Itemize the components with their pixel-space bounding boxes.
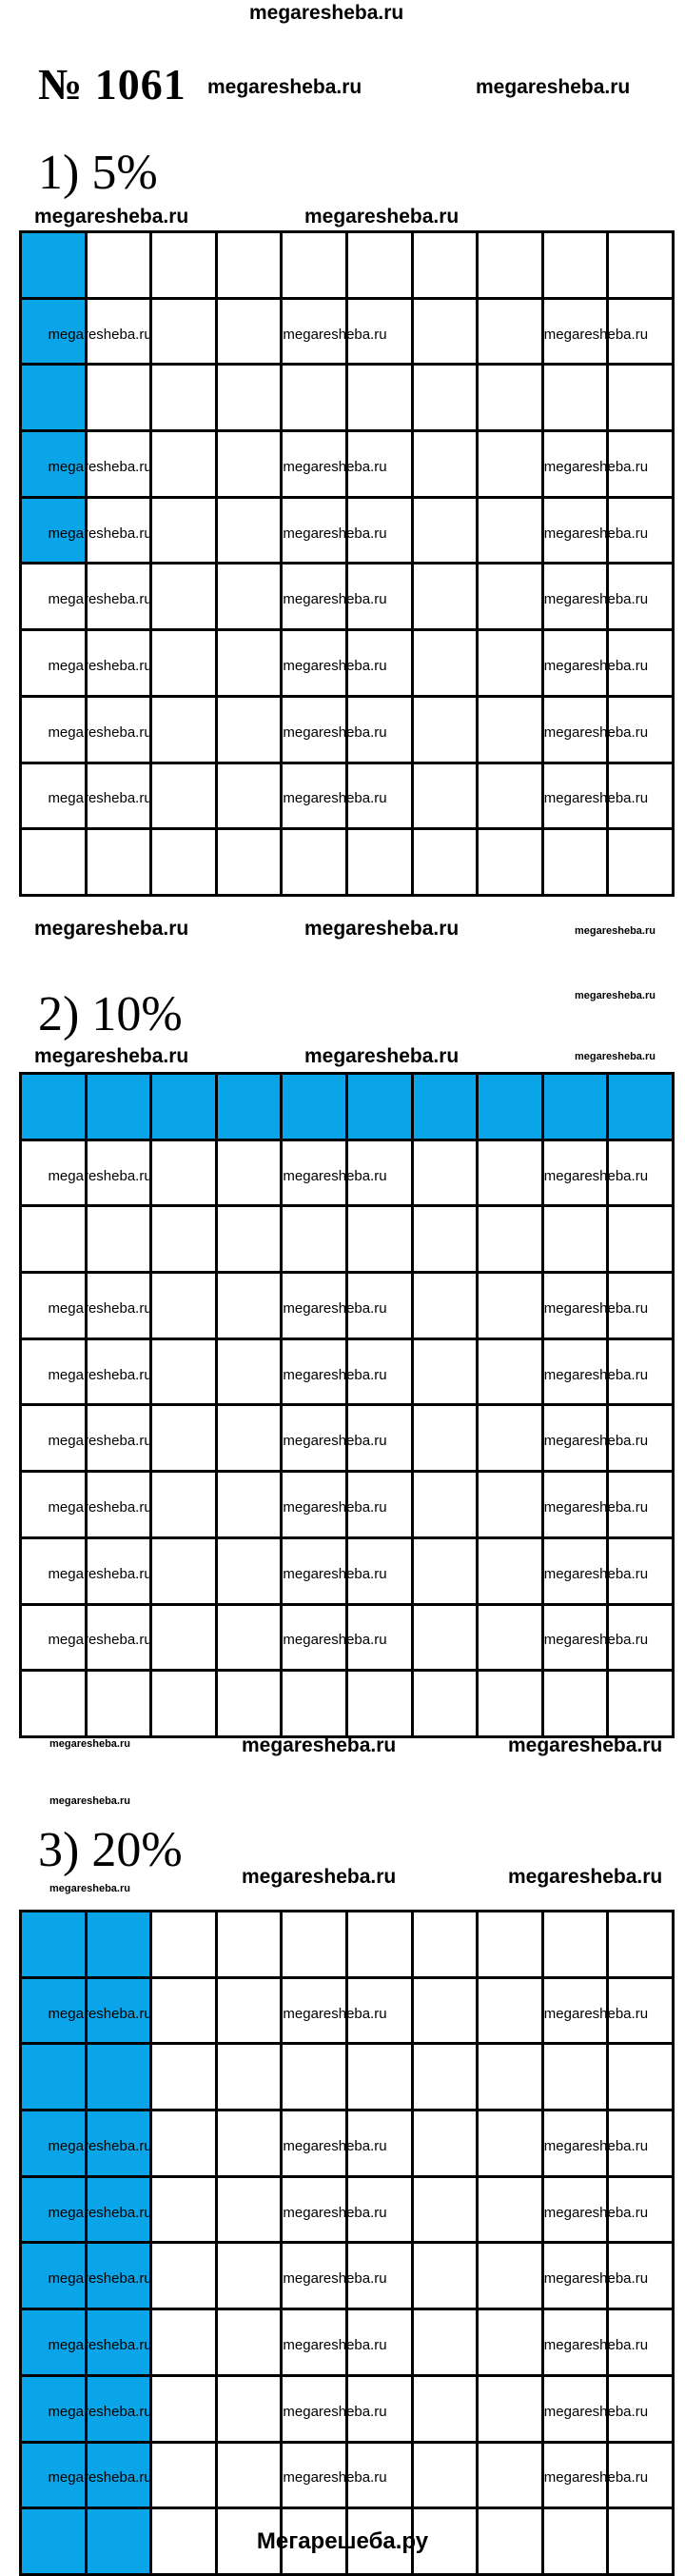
grid-cell bbox=[152, 2444, 218, 2510]
shaded-cell bbox=[88, 2045, 153, 2111]
grid-cell bbox=[348, 2045, 414, 2111]
watermark: megaresheba.ru bbox=[543, 790, 649, 807]
shaded-cell bbox=[414, 1075, 480, 1141]
grid-cell bbox=[479, 499, 544, 565]
grid-cell bbox=[218, 300, 284, 367]
grid-cell bbox=[479, 1340, 544, 1407]
grid-cell bbox=[152, 631, 218, 698]
watermark: megaresheba.ru bbox=[304, 206, 460, 228]
grid-cell bbox=[152, 2310, 218, 2377]
watermark: megaresheba.ru bbox=[283, 2403, 387, 2420]
grid-cell bbox=[283, 233, 348, 300]
watermark: megaresheba.ru bbox=[48, 2005, 152, 2022]
shaded-cell bbox=[152, 1075, 218, 1141]
grid-cell bbox=[348, 366, 414, 432]
grid-cell bbox=[218, 764, 284, 831]
grid-cell bbox=[152, 2244, 218, 2310]
grid-cell bbox=[544, 2045, 610, 2111]
grid-cell bbox=[218, 499, 284, 565]
grid-cell bbox=[218, 2444, 284, 2510]
grid-cell bbox=[414, 1207, 480, 1274]
grid-cell bbox=[218, 830, 284, 897]
shaded-cell bbox=[544, 1075, 610, 1141]
grid-cell bbox=[479, 1539, 544, 1606]
grid-cell bbox=[544, 1672, 610, 1738]
watermark: megaresheba.ru bbox=[575, 990, 656, 1001]
grid-cell bbox=[348, 1207, 414, 1274]
grid-cell bbox=[479, 1672, 544, 1738]
grid-cell bbox=[479, 300, 544, 367]
watermark: megaresheba.ru bbox=[283, 1433, 387, 1450]
watermark: megaresheba.ru bbox=[543, 658, 649, 675]
grid-cell bbox=[414, 1539, 480, 1606]
watermark: megaresheba.ru bbox=[304, 1045, 460, 1067]
watermark: megaresheba.ru bbox=[283, 2270, 387, 2288]
shaded-cell bbox=[88, 1912, 153, 1979]
grid-cell bbox=[414, 366, 480, 432]
watermark: megaresheba.ru bbox=[207, 76, 362, 98]
watermark: megaresheba.ru bbox=[575, 1051, 656, 1062]
watermark: megaresheba.ru bbox=[543, 1433, 649, 1450]
watermark: megaresheba.ru bbox=[48, 2403, 152, 2420]
watermark: megaresheba.ru bbox=[543, 591, 649, 608]
grid-cell bbox=[152, 764, 218, 831]
footer-site-name: Мегарешеба.ру bbox=[256, 2528, 429, 2554]
grid-cell bbox=[152, 432, 218, 499]
grid-cell bbox=[152, 1912, 218, 1979]
watermark: megaresheba.ru bbox=[48, 2270, 152, 2288]
watermark: megaresheba.ru bbox=[283, 458, 387, 475]
grid-cell bbox=[283, 2045, 348, 2111]
grid-cell bbox=[152, 830, 218, 897]
watermark: megaresheba.ru bbox=[48, 2469, 152, 2487]
watermark: megaresheba.ru bbox=[508, 1866, 663, 1888]
grid-cell bbox=[152, 1340, 218, 1407]
grid-cell bbox=[544, 830, 610, 897]
watermark: megaresheba.ru bbox=[48, 326, 152, 343]
grid-cell bbox=[544, 233, 610, 300]
watermark: megaresheba.ru bbox=[48, 458, 152, 475]
grid-cell bbox=[414, 830, 480, 897]
shaded-cell bbox=[22, 2045, 88, 2111]
grid-cell bbox=[414, 565, 480, 631]
grid-cell bbox=[152, 1207, 218, 1274]
watermark: megaresheba.ru bbox=[543, 723, 649, 741]
grid-cell bbox=[414, 2444, 480, 2510]
grid-cell bbox=[609, 2045, 675, 2111]
watermark: megaresheba.ru bbox=[48, 1433, 152, 1450]
grid-cell bbox=[152, 233, 218, 300]
shaded-cell bbox=[283, 1075, 348, 1141]
grid-cell bbox=[218, 1340, 284, 1407]
watermark: megaresheba.ru bbox=[48, 1499, 152, 1516]
watermark: megaresheba.ru bbox=[48, 1565, 152, 1582]
grid-cell bbox=[152, 1274, 218, 1340]
grid-cell bbox=[414, 2377, 480, 2444]
grid-cell bbox=[414, 1340, 480, 1407]
grid-cell bbox=[479, 1606, 544, 1673]
watermark: megaresheba.ru bbox=[283, 326, 387, 343]
grid-cell bbox=[414, 2178, 480, 2245]
grid-cell bbox=[22, 830, 88, 897]
watermark: megaresheba.ru bbox=[48, 2204, 152, 2221]
grid-cell bbox=[414, 764, 480, 831]
grid-cell bbox=[414, 233, 480, 300]
watermark: megaresheba.ru bbox=[242, 1734, 397, 1756]
watermark: megaresheba.ru bbox=[508, 1734, 663, 1756]
grid-cell bbox=[479, 2377, 544, 2444]
grid-cell bbox=[414, 300, 480, 367]
watermark: megaresheba.ru bbox=[543, 1632, 649, 1649]
grid-cell bbox=[479, 698, 544, 764]
grid-cell bbox=[544, 1912, 610, 1979]
grid-cell bbox=[479, 830, 544, 897]
shaded-cell bbox=[609, 1075, 675, 1141]
watermark: megaresheba.ru bbox=[48, 2137, 152, 2154]
grid-cell bbox=[479, 1274, 544, 1340]
grid-cell bbox=[152, 565, 218, 631]
grid-cell bbox=[479, 565, 544, 631]
grid-cell bbox=[88, 1672, 153, 1738]
watermark: megaresheba.ru bbox=[283, 1499, 387, 1516]
grid-cell bbox=[414, 631, 480, 698]
grid-cell bbox=[479, 1141, 544, 1208]
grid-cell bbox=[414, 1406, 480, 1473]
watermark: megaresheba.ru bbox=[49, 1738, 130, 1750]
watermark: megaresheba.ru bbox=[283, 1632, 387, 1649]
watermark: megaresheba.ru bbox=[283, 1299, 387, 1317]
watermark: megaresheba.ru bbox=[543, 2204, 649, 2221]
watermark: megaresheba.ru bbox=[49, 1883, 130, 1894]
watermark: megaresheba.ru bbox=[543, 525, 649, 542]
grid-cell bbox=[414, 499, 480, 565]
watermark: megaresheba.ru bbox=[543, 1299, 649, 1317]
grid-cell bbox=[88, 233, 153, 300]
grid-cell bbox=[479, 1207, 544, 1274]
watermark: megaresheba.ru bbox=[543, 2469, 649, 2487]
grid-cell bbox=[88, 366, 153, 432]
grid-cell bbox=[283, 1912, 348, 1979]
grid-cell bbox=[348, 1912, 414, 1979]
grid-cell bbox=[218, 2377, 284, 2444]
shaded-cell bbox=[22, 1075, 88, 1141]
site-watermark-top: megaresheba.ru bbox=[249, 2, 404, 24]
grid-cell bbox=[88, 1207, 153, 1274]
grid-cell bbox=[414, 1274, 480, 1340]
grid-cell bbox=[414, 2111, 480, 2178]
grid-cell bbox=[414, 2244, 480, 2310]
part-1-label: 1) 5% bbox=[38, 146, 158, 200]
watermark: megaresheba.ru bbox=[543, 2403, 649, 2420]
watermark: megaresheba.ru bbox=[48, 1366, 152, 1383]
watermark: megaresheba.ru bbox=[283, 1167, 387, 1184]
grid-cell bbox=[479, 432, 544, 499]
grid-cell bbox=[218, 2244, 284, 2310]
part-3-label: 3) 20% bbox=[38, 1823, 183, 1877]
watermark: megaresheba.ru bbox=[34, 1045, 189, 1067]
watermark: megaresheba.ru bbox=[575, 925, 656, 937]
watermark: megaresheba.ru bbox=[283, 658, 387, 675]
grid-cell bbox=[479, 1979, 544, 2046]
grid-cell bbox=[479, 1912, 544, 1979]
grid-cell bbox=[479, 1406, 544, 1473]
part-2-label: 2) 10% bbox=[38, 987, 183, 1041]
grid-cell bbox=[414, 698, 480, 764]
grid-cell bbox=[283, 366, 348, 432]
grid-cell bbox=[218, 1979, 284, 2046]
shaded-cell bbox=[479, 1075, 544, 1141]
grid-cell bbox=[218, 1606, 284, 1673]
watermark: megaresheba.ru bbox=[543, 326, 649, 343]
grid-cell bbox=[414, 2310, 480, 2377]
shaded-cell bbox=[218, 1075, 284, 1141]
watermark: megaresheba.ru bbox=[476, 76, 631, 98]
grid-cell bbox=[479, 2045, 544, 2111]
grid-cell bbox=[479, 1473, 544, 1539]
grid-cell bbox=[479, 2244, 544, 2310]
shaded-cell bbox=[88, 1075, 153, 1141]
grid-cell bbox=[152, 1606, 218, 1673]
grid-cell bbox=[479, 2178, 544, 2245]
grid-cell bbox=[414, 1606, 480, 1673]
grid-cell bbox=[218, 1473, 284, 1539]
grid-cell bbox=[218, 1274, 284, 1340]
watermark: megaresheba.ru bbox=[48, 723, 152, 741]
grid-cell bbox=[609, 830, 675, 897]
grid-cell bbox=[152, 1539, 218, 1606]
watermark: megaresheba.ru bbox=[48, 525, 152, 542]
grid-cell bbox=[218, 565, 284, 631]
grid-cell bbox=[348, 233, 414, 300]
part-3-grid bbox=[19, 1910, 675, 2576]
watermark: megaresheba.ru bbox=[543, 2337, 649, 2354]
grid-cell bbox=[218, 233, 284, 300]
watermark: megaresheba.ru bbox=[543, 1366, 649, 1383]
grid-cell bbox=[152, 2178, 218, 2245]
grid-cell bbox=[218, 366, 284, 432]
grid-cell bbox=[22, 1207, 88, 1274]
grid-cell bbox=[544, 366, 610, 432]
grid-cell bbox=[152, 1406, 218, 1473]
part-2-grid bbox=[19, 1072, 675, 1738]
grid-cell bbox=[609, 233, 675, 300]
grid-cell bbox=[218, 2111, 284, 2178]
grid-cell bbox=[152, 1141, 218, 1208]
grid-cell bbox=[152, 1979, 218, 2046]
watermark: megaresheba.ru bbox=[283, 591, 387, 608]
grid-cell bbox=[88, 830, 153, 897]
watermark: megaresheba.ru bbox=[48, 658, 152, 675]
grid-cell bbox=[479, 2111, 544, 2178]
grid-cell bbox=[414, 432, 480, 499]
shaded-cell bbox=[22, 366, 88, 432]
watermark: megaresheba.ru bbox=[283, 1565, 387, 1582]
grid-cell bbox=[479, 2310, 544, 2377]
grid-cell bbox=[479, 366, 544, 432]
shaded-cell bbox=[22, 233, 88, 300]
grid-cell bbox=[283, 1672, 348, 1738]
watermark: megaresheba.ru bbox=[283, 2204, 387, 2221]
grid-cell bbox=[283, 830, 348, 897]
watermark: megaresheba.ru bbox=[48, 2337, 152, 2354]
grid-cell bbox=[152, 499, 218, 565]
grid-cell bbox=[152, 1672, 218, 1738]
grid-cell bbox=[218, 1912, 284, 1979]
watermark: megaresheba.ru bbox=[48, 1299, 152, 1317]
grid-cell bbox=[152, 366, 218, 432]
shaded-cell bbox=[22, 1912, 88, 1979]
watermark: megaresheba.ru bbox=[283, 2137, 387, 2154]
grid-cell bbox=[479, 764, 544, 831]
grid-cell bbox=[218, 2310, 284, 2377]
grid-cell bbox=[283, 1207, 348, 1274]
watermark: megaresheba.ru bbox=[543, 1499, 649, 1516]
watermark: megaresheba.ru bbox=[304, 918, 460, 940]
grid-cell bbox=[218, 1141, 284, 1208]
grid-cell bbox=[544, 1207, 610, 1274]
watermark: megaresheba.ru bbox=[283, 525, 387, 542]
watermark: megaresheba.ru bbox=[283, 723, 387, 741]
grid-cell bbox=[152, 2111, 218, 2178]
watermark: megaresheba.ru bbox=[283, 1366, 387, 1383]
grid-cell bbox=[414, 1672, 480, 1738]
watermark: megaresheba.ru bbox=[283, 2469, 387, 2487]
watermark: megaresheba.ru bbox=[48, 1167, 152, 1184]
grid-cell bbox=[218, 1207, 284, 1274]
grid-cell bbox=[152, 2377, 218, 2444]
problem-number: № 1061 bbox=[38, 60, 186, 109]
grid-cell bbox=[218, 1406, 284, 1473]
grid-cell bbox=[479, 2444, 544, 2510]
grid-cell bbox=[414, 2045, 480, 2111]
grid-cell bbox=[348, 1672, 414, 1738]
grid-cell bbox=[152, 1473, 218, 1539]
grid-cell bbox=[609, 1672, 675, 1738]
watermark: megaresheba.ru bbox=[48, 591, 152, 608]
grid-cell bbox=[152, 2045, 218, 2111]
grid-cell bbox=[218, 698, 284, 764]
grid-cell bbox=[152, 698, 218, 764]
grid-cell bbox=[218, 2178, 284, 2245]
grid-cell bbox=[414, 1473, 480, 1539]
watermark: megaresheba.ru bbox=[543, 2137, 649, 2154]
grid-cell bbox=[218, 1539, 284, 1606]
grid-cell bbox=[479, 631, 544, 698]
watermark: megaresheba.ru bbox=[543, 458, 649, 475]
watermark: megaresheba.ru bbox=[34, 206, 189, 228]
watermark: megaresheba.ru bbox=[283, 2005, 387, 2022]
watermark: megaresheba.ru bbox=[34, 918, 189, 940]
watermark: megaresheba.ru bbox=[283, 790, 387, 807]
watermark: megaresheba.ru bbox=[48, 790, 152, 807]
watermark: megaresheba.ru bbox=[49, 1795, 130, 1807]
grid-cell bbox=[609, 366, 675, 432]
grid-cell bbox=[348, 830, 414, 897]
part-1-grid bbox=[19, 230, 675, 897]
watermark: megaresheba.ru bbox=[543, 1167, 649, 1184]
grid-cell bbox=[218, 1672, 284, 1738]
watermark: megaresheba.ru bbox=[242, 1866, 397, 1888]
grid-cell bbox=[218, 2045, 284, 2111]
shaded-cell bbox=[348, 1075, 414, 1141]
grid-cell bbox=[479, 233, 544, 300]
grid-cell bbox=[414, 1979, 480, 2046]
grid-cell bbox=[414, 1141, 480, 1208]
grid-cell bbox=[152, 300, 218, 367]
grid-cell bbox=[609, 1207, 675, 1274]
grid-cell bbox=[414, 1912, 480, 1979]
grid-cell bbox=[218, 631, 284, 698]
watermark: megaresheba.ru bbox=[48, 1632, 152, 1649]
grid-cell bbox=[22, 1672, 88, 1738]
grid-cell bbox=[609, 1912, 675, 1979]
watermark: megaresheba.ru bbox=[543, 2005, 649, 2022]
grid-cell bbox=[218, 432, 284, 499]
watermark: megaresheba.ru bbox=[543, 1565, 649, 1582]
watermark: megaresheba.ru bbox=[543, 2270, 649, 2288]
watermark: megaresheba.ru bbox=[283, 2337, 387, 2354]
